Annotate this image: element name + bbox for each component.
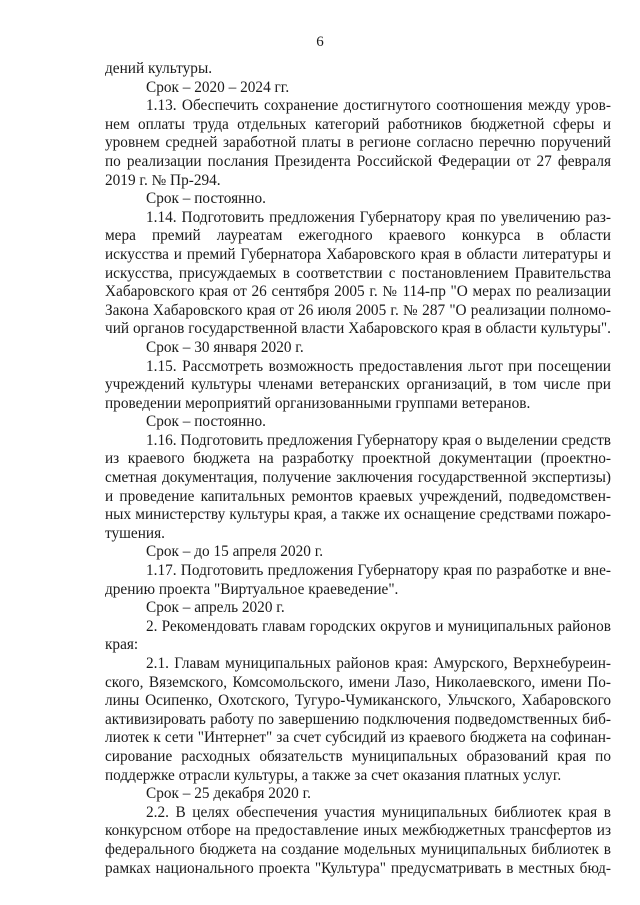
text-line: тушения.: [105, 524, 165, 542]
text-line: мера премий лауреатам ежегодного краевого конкурса в области: [105, 227, 611, 245]
document-body: [105, 60, 611, 878]
text-line: дрению проекта "Виртуальное краеведение".: [105, 580, 399, 598]
text-line: 1.17. Подготовить предложения Губернатору края по разработке и вне-: [146, 562, 611, 580]
text-line: 2019 г. № Пр-294.: [105, 171, 221, 189]
page-number: 6: [316, 34, 324, 50]
text-line: и проведение капитальных ремонтов краевых учреждений, подведомствен-: [105, 487, 611, 505]
text-line: уровнем средней заработной платы в регионе согласно перечню поручений: [105, 134, 611, 152]
text-line: по реализации послания Президента Российской Федерации от 27 февраля: [105, 152, 611, 170]
text-line: федерального бюджета на создание модельных муниципальных библиотек в: [105, 840, 611, 858]
text-line: 2. Рекомендовать главам городских округов и муниципальных районов: [146, 617, 611, 635]
text-line: Срок – постоянно.: [146, 413, 266, 431]
text-line: Срок – до 15 апреля 2020 г.: [146, 543, 324, 561]
text-line: 2.1. Главам муниципальных районов края: Амурского, Верхнебуреин-: [146, 655, 611, 672]
text-line: Срок – постоянно.: [146, 190, 266, 208]
text-line: искусства, присуждаемых в соответствии с постановлением Правительства: [105, 264, 611, 282]
text-line: Закона Хабаровского края от 26 июля 2005 г. № 287 "О реализации полномо-: [105, 301, 611, 319]
text-line: нем оплаты труда отдельных категорий работников бюджетной сферы и: [105, 115, 611, 133]
text-line: Срок – 25 декабря 2020 г.: [146, 785, 311, 803]
text-line: 1.13. Обеспечить сохранение достигнутого соотношения между уров-: [146, 97, 611, 115]
text-line: лиотек к сети "Интернет" за счет субсидий из краевого бюджета на софинан-: [105, 729, 611, 747]
text-line: ского, Вяземского, Комсомольского, имени Лазо, Николаевского, имени По-: [105, 673, 611, 691]
text-line: Срок – 2020 – 2024 гг.: [146, 78, 290, 96]
text-line: Хабаровского края от 26 сентября 2005 г. № 114-пр "О мерах по реализации: [105, 283, 611, 301]
text-line: сирование расходных обязательств муниципальных образований края по: [105, 747, 611, 765]
text-line: сметная документация, получение заключения государственной экспертизы): [105, 469, 611, 487]
text-line: лины Осипенко, Охотского, Тугуро-Чумиканского, Ульчского, Хабаровского: [105, 692, 611, 710]
text-line: 1.14. Подготовить предложения Губернатору края по увеличению раз-: [146, 208, 611, 226]
text-line: рамках национального проекта "Культура" предусматривать в местных бюд-: [105, 859, 611, 877]
text-line: чий органов государственной власти Хабаровского края в области культуры".: [105, 320, 611, 338]
text-line: Срок – 30 января 2020 г.: [146, 338, 304, 356]
text-line: 1.15. Рассмотреть возможность предоставления льгот при посещении: [146, 357, 611, 375]
text-line: дений культуры.: [105, 60, 213, 77]
text-line: конкурсном отборе на предоставление иных межбюджетных трансфертов из: [105, 822, 611, 840]
text-line: 2.2. В целях обеспечения участия муниципальных библиотек края в: [146, 803, 611, 821]
text-line: активизировать работу по завершению подключения подведомственных биб-: [105, 710, 611, 728]
text-line: учреждений культуры членами ветеранских организаций, в том числе при: [105, 376, 611, 394]
text-line: 1.16. Подготовить предложения Губернатору края о выделении средств: [146, 431, 611, 449]
text-line: проведении мероприятий организованными группами ветеранов.: [105, 394, 531, 412]
text-line: искусства и премий Губернатора Хабаровского края в области литературы и: [105, 245, 611, 263]
text-line: ных министерству культуры края, а также их оснащение средствами пожаро-: [105, 506, 611, 524]
text-line: из краевого бюджета на разработку проектной документации (проектно-: [105, 450, 611, 468]
text-line: поддержке отрасли культуры, а также за счет оказания платных услуг.: [105, 766, 562, 784]
text-line: Срок – апрель 2020 г.: [146, 599, 285, 617]
text-line: края:: [105, 636, 139, 654]
